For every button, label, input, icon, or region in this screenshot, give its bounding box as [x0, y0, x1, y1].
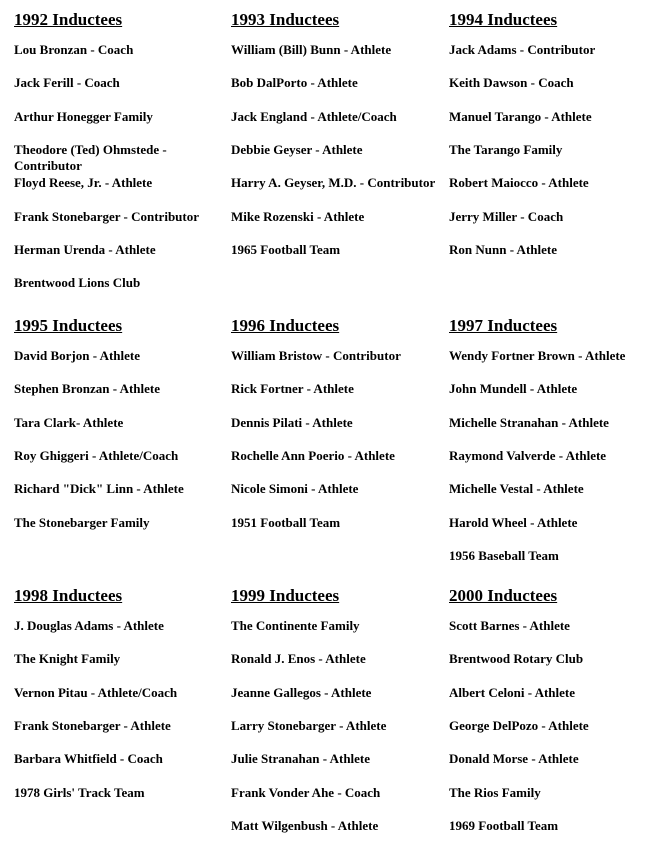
inductee-entry: Jeanne Gallegos - Athlete	[231, 684, 372, 700]
inductee-entry: Frank Stonebarger - Athlete	[14, 717, 171, 733]
inductee-group	[231, 316, 441, 530]
group-heading: 1997 Inductees	[449, 316, 558, 335]
inductee-entry: Lou Bronzan - Coach	[14, 42, 134, 57]
inductee-entry: Mike Rozenski - Athlete	[231, 208, 365, 224]
inductee-entry: Tara Clark- Athlete	[14, 414, 124, 430]
inductee-entry: Robert Maiocco - Athlete	[449, 175, 589, 191]
inductee-entry: John Mundell - Athlete	[449, 381, 578, 397]
inductee-entry: Rick Fortner - Athlete	[231, 381, 354, 397]
inductee-entry: The Knight Family	[14, 651, 121, 667]
inductee-entry: Arthur Honegger Family	[14, 108, 153, 124]
inductee-entry: The Tarango Family	[449, 141, 563, 157]
inductee-entry: Jack Adams - Contributor	[449, 42, 596, 57]
inductee-entry: 1951 Football Team	[231, 514, 341, 530]
inductee-entry: William (Bill) Bunn - Athlete	[231, 42, 392, 57]
inductee-group	[449, 10, 645, 257]
inductee-group	[231, 586, 441, 833]
inductee-group	[14, 586, 224, 800]
inductee-entry: Raymond Valverde - Athlete	[449, 447, 607, 463]
inductee-entry: 1956 Baseball Team	[449, 547, 559, 563]
inductee-entry: Herman Urenda - Athlete	[14, 241, 156, 257]
inductee-entry: Vernon Pitau - Athlete/Coach	[14, 684, 178, 700]
inductee-group	[231, 10, 441, 257]
inductee-entry: Bob DalPorto - Athlete	[231, 75, 358, 91]
inductee-entry: 1978 Girls' Track Team	[14, 784, 145, 800]
inductee-entry: Harry A. Geyser, M.D. - Contributor	[231, 175, 436, 191]
inductee-entry: Barbara Whitfield - Coach	[14, 751, 163, 767]
inductee-entry: Nicole Simoni - Athlete	[231, 481, 359, 497]
group-heading: 1995 Inductees	[14, 316, 123, 335]
inductee-group	[449, 316, 645, 563]
inductee-entry: David Borjon - Athlete	[14, 348, 141, 363]
inductee-entry: Larry Stonebarger - Athlete	[231, 717, 387, 733]
inductee-entry: Brentwood Lions Club	[14, 275, 141, 291]
group-heading: 1998 Inductees	[14, 586, 123, 605]
group-heading: 2000 Inductees	[449, 586, 558, 605]
inductee-entry: Richard "Dick" Linn - Athlete	[14, 481, 184, 497]
inductee-entry: Brentwood Rotary Club	[449, 651, 584, 667]
inductee-entry: The Stonebarger Family	[14, 514, 150, 530]
inductee-entry: Roy Ghiggeri - Athlete/Coach	[14, 447, 179, 463]
inductee-entry: Debbie Geyser - Athlete	[231, 141, 363, 157]
inductee-entry: Ronald J. Enos - Athlete	[231, 651, 366, 667]
inductee-entry: Manuel Tarango - Athlete	[449, 108, 592, 124]
inductee-entry: Frank Vonder Ahe - Coach	[231, 784, 381, 800]
inductee-group	[14, 316, 224, 530]
group-heading: 1992 Inductees	[14, 10, 123, 29]
inductee-entry: Matt Wilgenbush - Athlete	[231, 817, 379, 833]
inductee-group	[14, 10, 224, 291]
inductee-entry: Jack England - Athlete/Coach	[231, 108, 397, 124]
inductee-entry: 1965 Football Team	[231, 241, 341, 257]
inductee-entry: George DelPozo - Athlete	[449, 717, 589, 733]
group-heading: 1994 Inductees	[449, 10, 558, 29]
inductee-entry: Scott Barnes - Athlete	[449, 618, 570, 633]
inductee-entry: Albert Celoni - Athlete	[449, 684, 576, 700]
inductee-entry: The Continente Family	[231, 618, 360, 633]
inductee-entry: Keith Dawson - Coach	[449, 75, 574, 91]
inductee-entry: Ron Nunn - Athlete	[449, 241, 557, 257]
inductee-entry: J. Douglas Adams - Athlete	[14, 618, 164, 633]
inductee-entry: Julie Stranahan - Athlete	[231, 751, 371, 767]
inductee-entry: Michelle Vestal - Athlete	[449, 481, 584, 497]
group-heading: 1999 Inductees	[231, 586, 340, 605]
inductee-entry: 1969 Football Team	[449, 817, 559, 833]
inductee-entry: Donald Morse - Athlete	[449, 751, 579, 767]
inductee-entry: Jerry Miller - Coach	[449, 208, 564, 224]
inductee-entry: Theodore (Ted) Ohmstede - Contributor	[14, 141, 167, 173]
group-heading: 1993 Inductees	[231, 10, 340, 29]
inductee-entry: The Rios Family	[449, 784, 541, 800]
inductee-entry: Jack Ferill - Coach	[14, 75, 120, 91]
inductee-entry: Harold Wheel - Athlete	[449, 514, 578, 530]
inductee-entry: William Bristow - Contributor	[231, 348, 401, 363]
inductee-group	[449, 586, 645, 833]
inductee-entry: Michelle Stranahan - Athlete	[449, 414, 609, 430]
group-heading: 1996 Inductees	[231, 316, 340, 335]
inductee-entry: Wendy Fortner Brown - Athlete	[449, 348, 626, 363]
inductee-entry: Dennis Pilati - Athlete	[231, 414, 353, 430]
inductee-entry: Frank Stonebarger - Contributor	[14, 208, 200, 224]
inductee-entry: Floyd Reese, Jr. - Athlete	[14, 175, 153, 191]
inductee-entry: Stephen Bronzan - Athlete	[14, 381, 161, 397]
inductee-entry: Rochelle Ann Poerio - Athlete	[231, 447, 395, 463]
